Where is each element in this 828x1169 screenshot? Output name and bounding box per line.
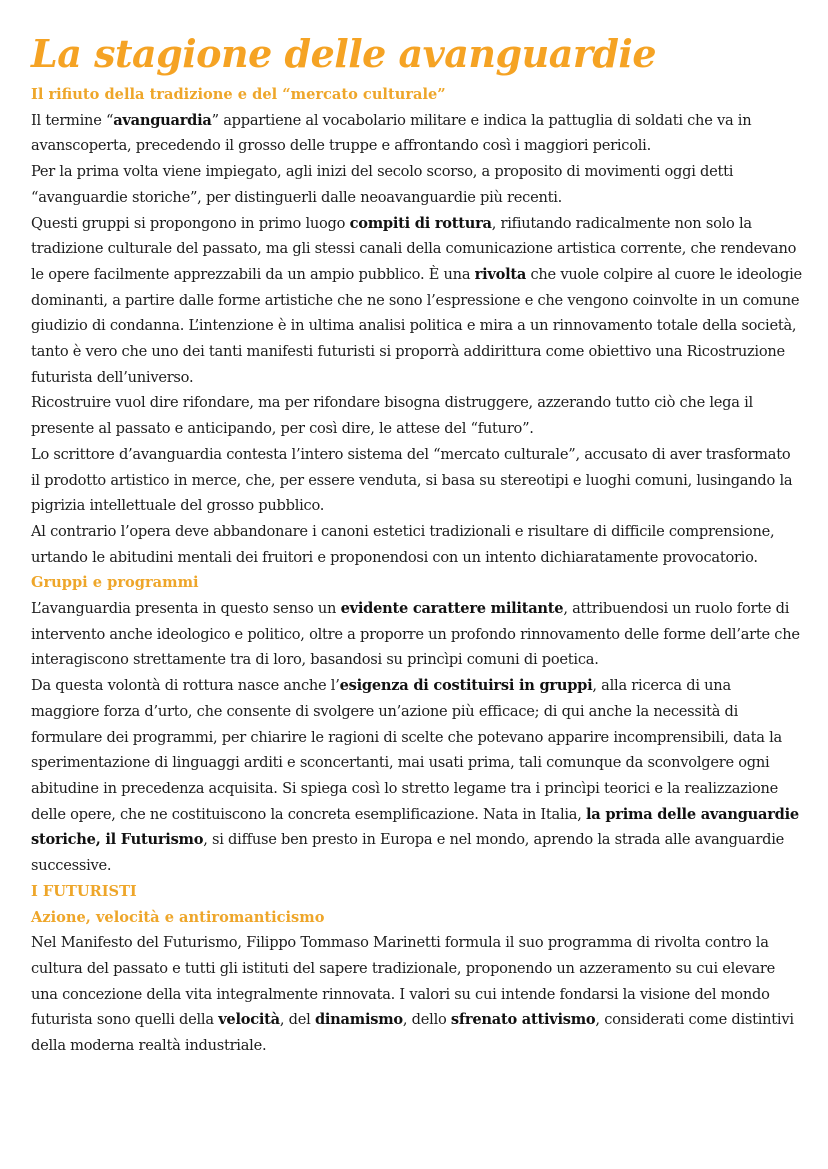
section-heading: Gruppi e programmi (31, 574, 199, 592)
section-heading: I FUTURISTI (31, 882, 137, 900)
paragraph (31, 159, 802, 210)
paragraph-text: Al contrario l’opera deve abbandonare i canoni estetici tradizionali e risultare di difficile comprensione, urtando le abitudini mentali dei fruitori e proponendosi con un intento dichiaratamente provocatorio. (31, 522, 775, 566)
paragraph-text: , alla ricerca di una maggiore forza d’urto, che consente di svolgere un’azione più efficace; di qui anche la necessità di formulare dei programmi, per chiarire le ragioni di scelte che potevano apparire incomprensibili, data la sperimentazione di linguaggi arditi e sconcertanti, mai usati prima, tali comunque da sconvolgere ogni abitudine in precedenza acquisita. Si spiega così lo stretto legame tra i princìpi teorici e la realizzazione delle opere, che ne costituiscono la concreta esemplificazione. Nata in Italia, (31, 677, 782, 823)
paragraph-text: , considerati come distintivi della moderna realtà industriale. (31, 1011, 794, 1055)
bold-term: avanguardia (113, 111, 212, 129)
page-title: La stagione delle avanguardie (31, 31, 657, 76)
paragraph (31, 930, 802, 1059)
paragraph-text: Questi gruppi si propongono in primo luogo (31, 214, 350, 232)
paragraph (31, 211, 802, 391)
bold-term: compiti di rottura (349, 214, 492, 232)
paragraph (31, 596, 802, 673)
bold-term: dinamismo (314, 1011, 403, 1029)
paragraph (31, 442, 802, 519)
paragraph-text: , attribuendosi un ruolo forte di intervento anche ideologico e politico, oltre a proporre un profondo rinnovamento delle forme dell’arte che interagiscono strettamente tra di loro, basandosi su princìpi comuni di poetica. (31, 600, 800, 669)
paragraph-text: , del (279, 1011, 315, 1029)
paragraph (31, 390, 802, 441)
paragraph (31, 519, 802, 570)
paragraph-text: Ricostruire vuol dire rifondare, ma per rifondare bisogna distruggere, azzerando tutto ciò che lega il presente al passato e anticipando, per così dire, le attese del “futuro”. (31, 394, 753, 438)
section-heading: Il rifiuto della tradizione e del “mercato culturale” (31, 86, 446, 103)
paragraph-text: che vuole colpire al cuore le ideologie dominanti, a partire dalle forme artistiche che ne sono l’espressione e che vengono coinvolte in un comune giudizio di condanna. L’intenzione è in ultima analisi politica e mira a un rinnovamento totale della società, tanto è vero che uno dei tanti manifesti futuristi si proporrà addirittura come obiettivo una Ricostruzione futurista dell’universo. (31, 265, 802, 386)
paragraph-text: ” appartiene al vocabolario militare e indica la pattuglia di soldati che va in avanscoperta, precedendo il grosso delle truppe e affrontando così i maggiori pericoli. (31, 111, 752, 155)
document-body (31, 82, 802, 1059)
paragraph-text: , rifiutando radicalmente non solo la tradizione culturale del passato, ma gli stessi canali della comunicazione artistica corrente, che rendevano le opere facilmente apprezzabili da un ampio pubblico. È una (31, 214, 797, 283)
bold-term: evidente carattere militante (340, 600, 564, 618)
paragraph-text: , si diffuse ben presto in Europa e nel mondo, aprendo la strada alle avanguardie successive. (31, 831, 784, 875)
paragraph-text: Per la prima volta viene impiegato, agli inizi del secolo scorso, a proposito di movimenti oggi detti “avanguardie storiche”, per distinguerli dalle neoavanguardie più recenti. (31, 163, 734, 206)
paragraph (31, 108, 802, 159)
bold-term: sfrenato attivismo (450, 1011, 596, 1029)
paragraph (31, 673, 802, 879)
paragraph-text: Lo scrittore d’avanguardia contesta l’intero sistema del “mercato culturale”, accusato di aver trasformato il prodotto artistico in merce, che, per essere venduta, si basa su stereotipi e luoghi comuni, lusingando la pigrizia intellettuale del grosso pubblico. (31, 445, 793, 515)
section-heading: Azione, velocità e antiromanticismo (31, 908, 325, 926)
bold-term: esigenza di costituirsi in gruppi (339, 677, 593, 695)
bold-term: la prima delle avanguardie storiche, il Futurismo (31, 805, 799, 849)
paragraph-text: L’avanguardia presenta in questo senso un (31, 600, 341, 618)
paragraph-text: Da questa volontà di rottura nasce anche l’ (31, 677, 340, 695)
bold-term: velocità (218, 1011, 280, 1029)
bold-term: rivolta (474, 265, 527, 283)
paragraph-text: Il termine “ (31, 111, 114, 129)
paragraph-text: Nel Manifesto del Futurismo, Filippo Tommaso Marinetti formula il suo programma di rivolta contro la cultura del passato e tutti gli istituti del sapere tradizionale, proponendo un azzeramento su cui elevare una concezione della vita integralmente rinnovata. I valori su cui intende fondarsi la visione del mondo futurista sono quelli della (31, 934, 776, 1029)
paragraph-text: , dello (402, 1011, 451, 1029)
